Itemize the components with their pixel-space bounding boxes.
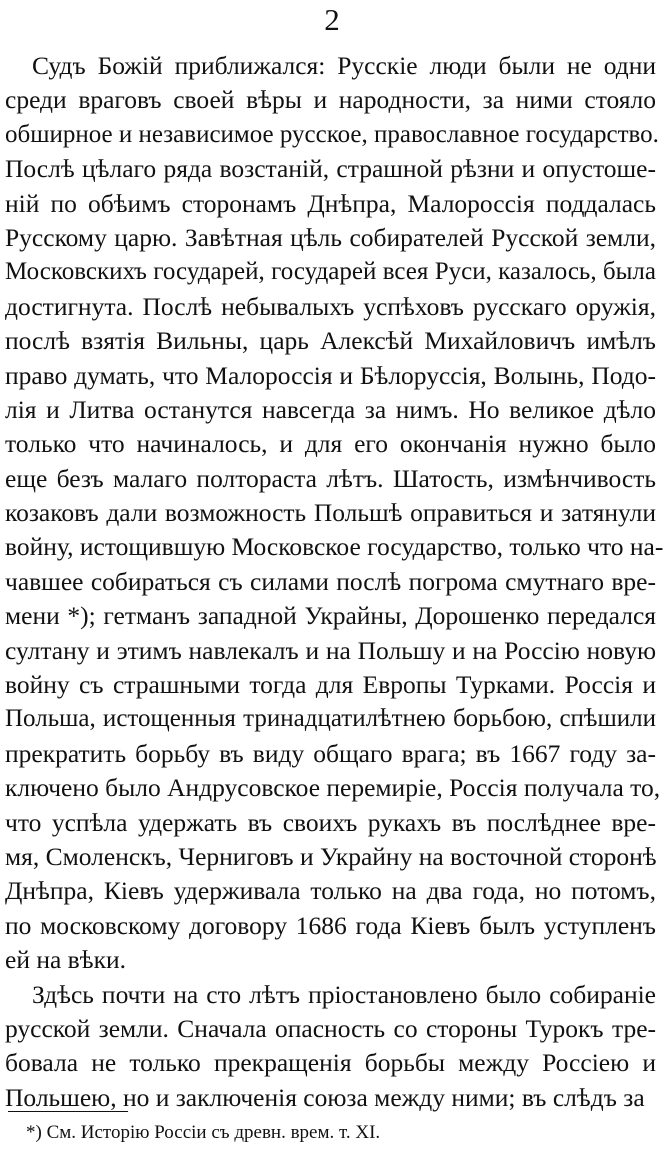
paragraph bbox=[0, 49, 664, 978]
text-line: Польша, истощенныя тринадцатилѣтнею борьбою, спѣшили bbox=[5, 705, 656, 733]
text-line: ей на вѣки. bbox=[5, 945, 126, 975]
text-line: бовала не только прекращенія борьбы между Россіею и bbox=[5, 1048, 656, 1078]
text-line: только что начиналось, и для его окончанія нужно было bbox=[5, 429, 656, 459]
text-line: право думать, что Малороссія и Бѣлоруссія, Волынь, Подо- bbox=[5, 360, 656, 390]
text-line: среди враговъ своей вѣры и народности, за ними стояло bbox=[5, 85, 656, 115]
text-line: султану и этимъ навлекалъ и на Польшу и на Россію новую bbox=[5, 635, 656, 665]
text-line: Польшею, но и заключенія союза между ними; въ слѣдъ за bbox=[5, 1082, 645, 1112]
text-line: русской земли. Сначала опасность со стороны Турокъ тре- bbox=[5, 1013, 656, 1043]
text-line: козаковъ дали возможность Польшѣ оправиться и затянули bbox=[5, 498, 656, 528]
paragraph bbox=[0, 978, 664, 1116]
text-line: ключено было Андрусовское перемиріе, Россія получала то, bbox=[5, 773, 661, 803]
text-line: Судъ Божій приближался: Русскіе люди были не одни bbox=[32, 51, 656, 80]
text-line: по московскому договору 1686 года Кіевъ былъ уступленъ bbox=[5, 910, 656, 940]
text-line: достигнута. Послѣ небывалыхъ успѣховъ русскаго оружія, bbox=[5, 291, 656, 321]
text-line: мя, Смоленскъ, Черниговъ и Украйну на восточной сторонѣ bbox=[5, 841, 657, 871]
footnote-rule bbox=[8, 1111, 128, 1112]
text-line: Здѣсь почти на сто лѣтъ пріостановлено было собираніе bbox=[32, 979, 656, 1009]
text-line: мени *); гетманъ западной Украйны, Дорошенко передался bbox=[5, 601, 656, 631]
text-line: Русскому царю. Завѣтная цѣль собирателей Русской земли, bbox=[5, 222, 656, 252]
text-line: войну съ страшными тогда для Европы Турками. Россія и bbox=[5, 670, 656, 700]
text-line: чавшее собираться съ силами послѣ погрома смутнаго вре- bbox=[5, 566, 656, 596]
text-line: что успѣла удержать въ своихъ рукахъ въ послѣднее вре- bbox=[5, 807, 656, 837]
text-line: Московскихъ государей, государей всея Руси, казалось, была bbox=[5, 258, 656, 286]
text-line: Днѣпра, Кіевъ удерживала только на два года, но потомъ, bbox=[5, 876, 656, 906]
text-line: послѣ взятія Вильны, царь Алексѣй Михайловичъ имѣлъ bbox=[5, 326, 656, 356]
text-line: обширное и независимое русское, православное государство. bbox=[5, 120, 659, 148]
text-line: Послѣ цѣлаго ряда возстаній, страшной рѣзни и опустоше- bbox=[5, 154, 656, 184]
page-number: 2 bbox=[324, 2, 340, 37]
text-line: войну, истощившую Московское государство, только что на- bbox=[5, 532, 664, 562]
text-line: еще безъ малаго полтораста лѣтъ. Шатость, измѣнчивость bbox=[5, 463, 656, 493]
text-line: лія и Литва останутся навсегда за нимъ. Но великое дѣло bbox=[5, 394, 656, 424]
text-line: прекратить борьбу въ виду общаго врага; въ 1667 году за- bbox=[5, 738, 656, 768]
body-text bbox=[0, 49, 664, 1115]
footnote: *) См. Исторію Россіи съ древн. врем. т. XI. bbox=[26, 1122, 381, 1143]
text-line: ній по обѣимъ сторонамъ Днѣпра, Малороссія поддалась bbox=[5, 188, 656, 218]
